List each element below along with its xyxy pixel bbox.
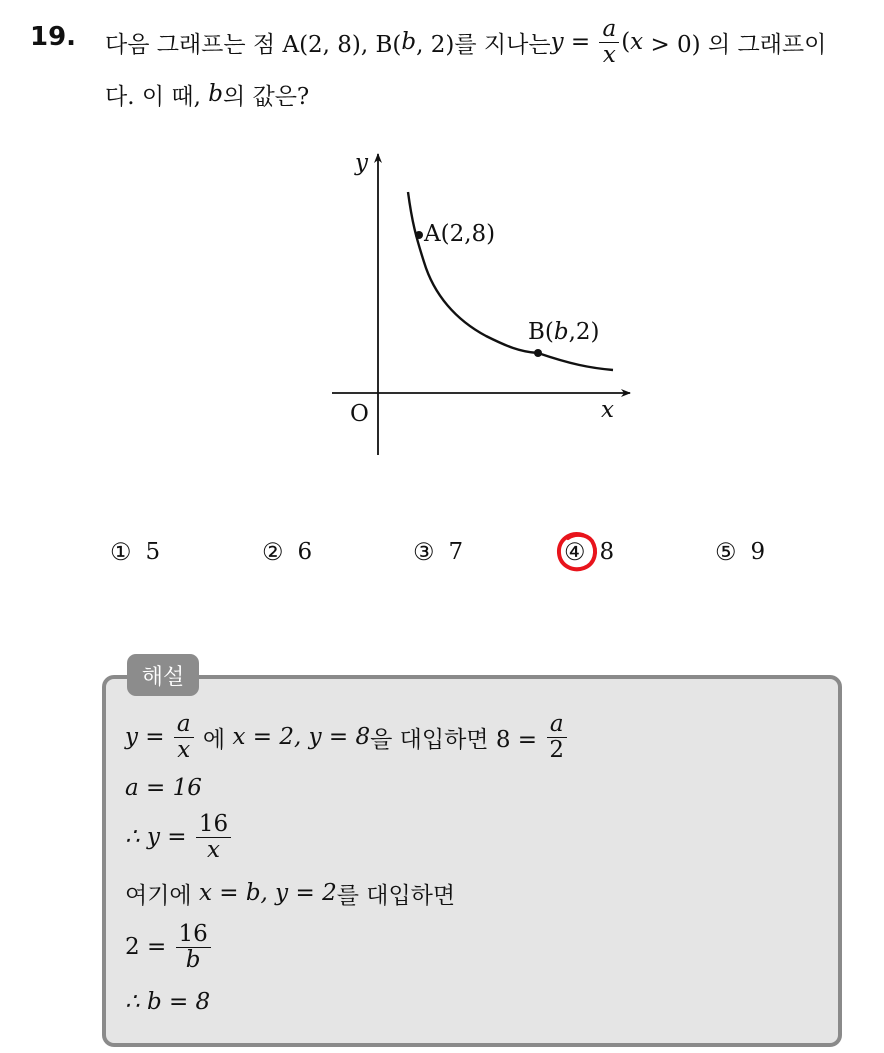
question-text-pre: 다음 그래프는 점 A(2, 8), B( xyxy=(105,31,402,58)
question-line2-post: 의 값은? xyxy=(222,83,310,110)
choice-3-symbol: ③ xyxy=(413,538,435,566)
question-cond-rest: > 0) 의 그래프이 xyxy=(643,31,827,58)
sol1-fraction-2 xyxy=(546,712,567,761)
solution-line-5 xyxy=(125,918,213,976)
point-a xyxy=(415,231,423,239)
choice-2-symbol: ② xyxy=(262,538,284,566)
sol1-denominator-2: 2 xyxy=(549,736,564,763)
sol4-substitution: x = b, y = 2 xyxy=(198,880,337,906)
choice-3-value: 7 xyxy=(448,539,464,565)
sol3-pre: ∴ y = xyxy=(125,824,194,850)
question-fraction xyxy=(599,17,619,66)
sol1-var-y: y xyxy=(125,724,138,750)
solution-line-1 xyxy=(125,709,569,765)
solution-line-2 xyxy=(125,771,202,805)
sol1-substitution: x = 2, y = 8 xyxy=(232,724,371,750)
fraction-numerator: a xyxy=(599,17,619,42)
sol4-pre: 여기에 xyxy=(125,882,199,909)
question-text-line-1 xyxy=(105,14,826,70)
sol3-fraction xyxy=(196,812,231,861)
point-b-label-post: ,2) xyxy=(568,319,600,345)
sol1-numerator-2: a xyxy=(547,712,567,737)
sol1-denominator: x xyxy=(177,736,191,763)
point-b-label-pre: B( xyxy=(528,319,554,345)
sol6-text: ∴ b = 8 xyxy=(125,989,211,1015)
question-text-line-2 xyxy=(105,76,309,112)
choice-1-symbol: ① xyxy=(110,538,132,566)
sol4-post: 를 대입하면 xyxy=(336,882,456,909)
choice-5-symbol: ⑤ xyxy=(715,538,737,566)
choice-4-symbol: ④ xyxy=(564,538,586,566)
origin-label: O xyxy=(350,401,369,427)
solution-line-6 xyxy=(125,985,210,1019)
question-equals: = xyxy=(563,29,598,55)
function-graph xyxy=(320,140,650,470)
question-var-y: y xyxy=(550,29,564,55)
choice-5-value: 9 xyxy=(750,539,766,565)
fraction-denominator: x xyxy=(602,41,616,68)
solution-line-3 xyxy=(125,808,233,866)
choice-1[interactable] xyxy=(110,538,160,566)
y-axis-label: y xyxy=(355,150,368,176)
sol5-numerator: 16 xyxy=(176,922,211,947)
sol3-numerator: 16 xyxy=(196,812,231,837)
sol3-denominator: x xyxy=(206,836,220,863)
question-cond-open: ( xyxy=(621,29,631,55)
sol1-text2: 을 대입하면 8 = xyxy=(370,726,545,753)
point-a-label: A(2,8) xyxy=(424,221,496,247)
sol1-equals: = xyxy=(138,724,172,750)
choice-2[interactable] xyxy=(262,538,312,566)
choice-2-value: 6 xyxy=(297,539,313,565)
sol5-pre: 2 = xyxy=(125,934,174,960)
sol1-numerator: a xyxy=(174,712,194,737)
x-axis-label: x xyxy=(601,397,614,423)
point-b xyxy=(534,349,542,357)
question-var-b: b xyxy=(401,29,417,55)
choice-1-value: 5 xyxy=(145,539,161,565)
sol1-text: 에 xyxy=(195,726,233,753)
question-text-mid: , 2)를 지나는 xyxy=(416,31,551,58)
sol5-fraction xyxy=(176,922,211,971)
solution-tag: 해설 xyxy=(127,654,199,696)
sol1-fraction xyxy=(174,712,194,761)
answer-circle-mark xyxy=(553,527,601,575)
question-cond-x: x xyxy=(630,29,644,55)
point-b-label-var: b xyxy=(553,319,569,345)
point-b-label xyxy=(528,319,600,345)
choice-4-value: 8 xyxy=(599,539,615,565)
solution-line-4 xyxy=(125,876,455,910)
choice-5[interactable] xyxy=(715,538,765,566)
question-line2-var-b: b xyxy=(208,81,223,107)
choice-3[interactable] xyxy=(413,538,463,566)
question-number: 19. xyxy=(30,22,77,52)
sol5-denominator: b xyxy=(185,946,201,973)
question-line2-pre: 다. 이 때, xyxy=(105,83,209,110)
sol2-text: a = 16 xyxy=(125,775,202,801)
